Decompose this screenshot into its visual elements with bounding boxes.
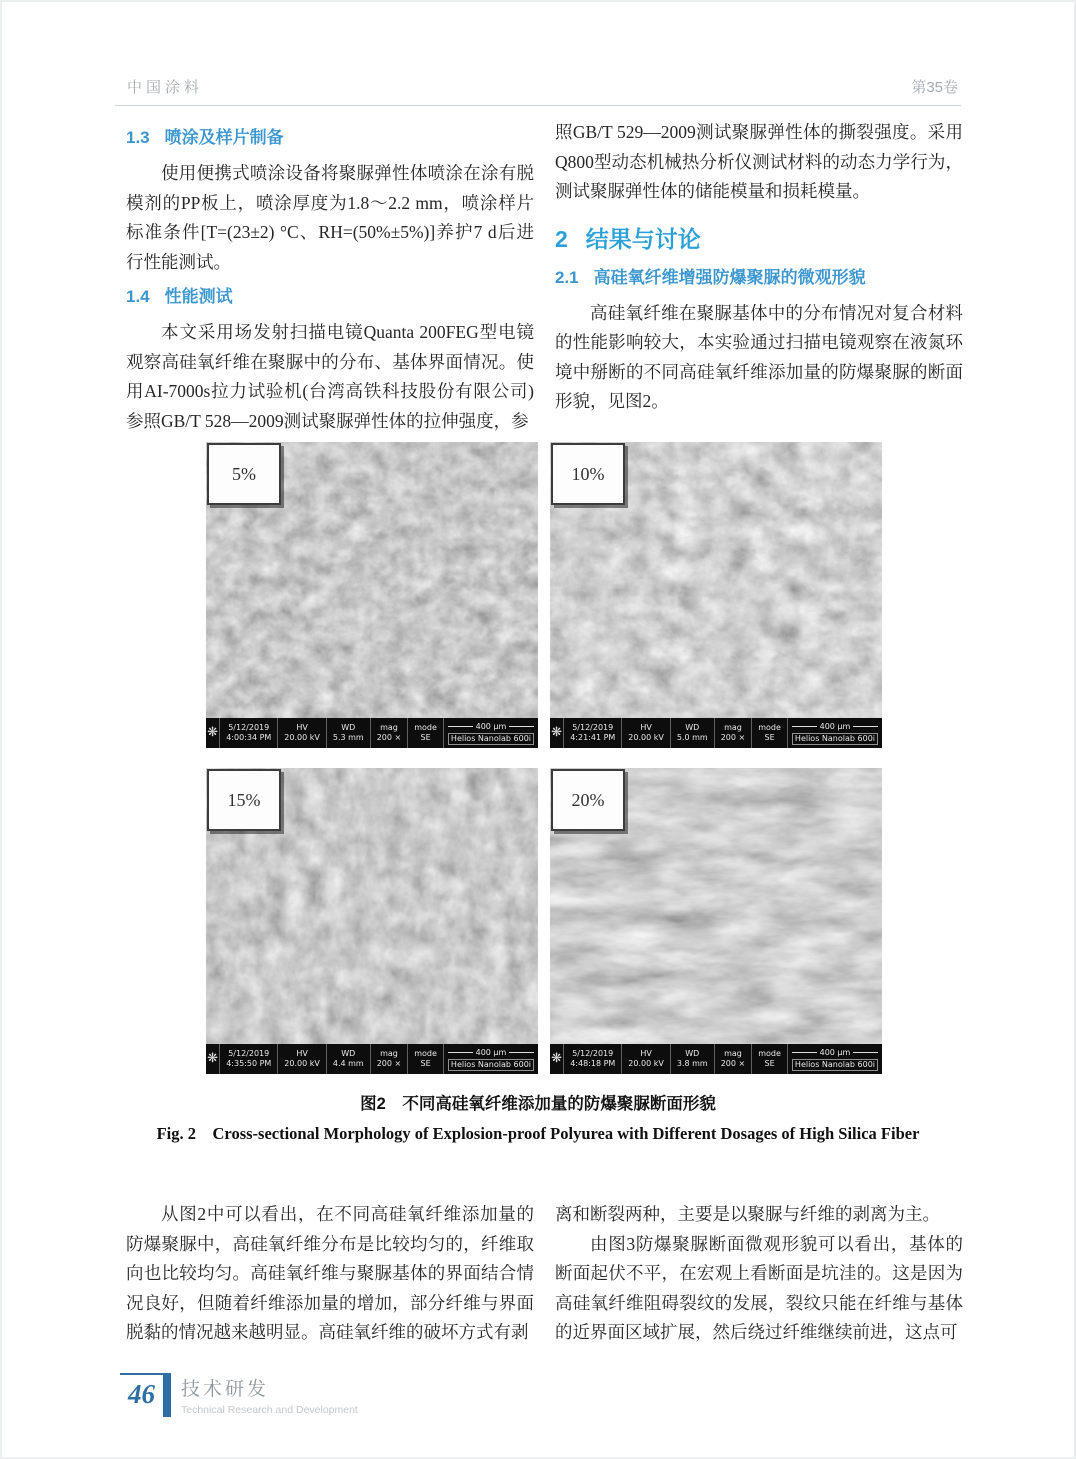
sem-hv — [277, 718, 326, 748]
section-number: 1.4 — [126, 287, 150, 306]
sem-mag — [714, 718, 752, 748]
sem-image-15pct — [206, 768, 538, 1074]
paragraph-spray-preparation: 使用便携式喷涂设备将聚脲弹性体喷涂在涂有脱模剂的PP板上，喷涂厚度为1.8～2.2 mm，喷涂样片标准条件[T=(23±2) °C、RH=(50%±5%)]养护7 d后进行性能测试。 — [126, 163, 534, 272]
fei-logo-icon: ❋ — [207, 1051, 219, 1066]
sem-hv-label: HV — [296, 1049, 308, 1058]
instrument-name: Helios Nanolab 600i — [792, 1059, 878, 1071]
paragraph-test-continued: 照GB/T 529—2009测试聚脲弹性体的撕裂强度。采用Q800型动态机械热分析仪测试材料的动态力学行为，测试聚脲弹性体的储能模量和损耗模量。 — [555, 122, 963, 201]
page-number: 46 — [128, 1379, 155, 1409]
section-number: 2 — [555, 225, 568, 252]
sem-mode — [407, 1044, 443, 1074]
sem-mag-label: mag — [380, 723, 398, 732]
sem-hv-label: HV — [296, 723, 308, 732]
sem-scale-area — [443, 1044, 538, 1074]
sem-wd-label: WD — [341, 1049, 356, 1058]
sem-date: 5/12/2019 — [228, 1049, 270, 1058]
section-number: 2.1 — [555, 267, 579, 287]
sem-mode-value: SE — [420, 733, 431, 742]
sem-mag — [714, 1044, 752, 1074]
scale-bar — [792, 722, 878, 732]
sem-mode-label: mode — [758, 1049, 781, 1058]
section-title: 性能测试 — [164, 287, 233, 306]
sem-hv — [277, 1044, 326, 1074]
section-heading-1-4 — [126, 284, 534, 310]
sem-hv-value: 20.00 kV — [284, 1059, 320, 1068]
sem-time: 4:00:34 PM — [226, 733, 272, 742]
dosage-label: 10% — [551, 443, 625, 505]
sem-wd-value: 4.4 mm — [332, 1059, 364, 1068]
sem-info-bar — [550, 1044, 882, 1074]
sem-datetime — [219, 1044, 277, 1074]
section-title: 喷涂及样片制备 — [164, 128, 284, 147]
sem-hv-label: HV — [640, 1049, 652, 1058]
sem-info-bar — [550, 718, 882, 748]
sem-date: 5/12/2019 — [572, 1049, 614, 1058]
sem-image-20pct — [550, 768, 882, 1074]
sem-mag-label: mag — [724, 1049, 742, 1058]
page-footer — [120, 1373, 358, 1417]
sem-scale-area — [787, 718, 882, 748]
sem-hv-label: HV — [640, 723, 652, 732]
sem-hv-value: 20.00 kV — [628, 1059, 664, 1068]
sem-mag-value: 200 × — [720, 733, 746, 742]
scale-bar — [448, 1048, 534, 1058]
sem-hv — [621, 718, 670, 748]
sem-mag-label: mag — [724, 723, 742, 732]
sem-mode-value: SE — [420, 1059, 431, 1068]
footer-section-chinese: 技术研发 — [181, 1379, 270, 1400]
sem-wd-label: WD — [685, 723, 700, 732]
sem-mode-label: mode — [414, 723, 437, 732]
paragraph-performance-test: 本文采用场发射扫描电镜Quanta 200FEG型电镜观察高硅氧纤维在聚脲中的分布、基体界面情况。使用AI-7000s拉力试验机(台湾高铁科技股份有限公司)参照GB/T 528—2009测试聚脲弹性体的拉伸强度，参 — [126, 322, 534, 431]
dosage-label: 20% — [551, 769, 625, 831]
sem-datetime — [219, 718, 277, 748]
sem-mode-label: mode — [758, 723, 781, 732]
sem-mag-label: mag — [380, 1049, 398, 1058]
footer-accent-bar — [163, 1373, 171, 1417]
instrument-name: Helios Nanolab 600i — [792, 733, 878, 745]
volume-number: 第35卷 — [911, 79, 958, 96]
sem-mode-value: SE — [764, 733, 775, 742]
sem-wd — [670, 718, 714, 748]
sem-scale-area — [787, 1044, 882, 1074]
scale-value: 400 μm — [475, 1047, 507, 1057]
sem-wd-label: WD — [685, 1049, 700, 1058]
sem-wd-label: WD — [341, 723, 356, 732]
sem-mag-value: 200 × — [720, 1059, 746, 1068]
sem-wd — [670, 1044, 714, 1074]
sem-wd-value: 5.0 mm — [676, 733, 708, 742]
section-heading-1-3 — [126, 125, 534, 151]
scale-value: 400 μm — [475, 721, 507, 731]
column-bottom-right — [555, 1200, 963, 1348]
sem-mode — [407, 718, 443, 748]
fei-logo-icon: ❋ — [551, 725, 563, 740]
sem-mag-value: 200 × — [376, 1059, 402, 1068]
sem-image-5pct — [206, 442, 538, 748]
scale-bar — [448, 722, 534, 732]
footer-section-english: Technical Research and Development — [181, 1404, 358, 1416]
section-title: 结果与讨论 — [585, 225, 701, 252]
sem-image-10pct — [550, 442, 882, 748]
running-header — [127, 76, 958, 97]
sem-wd — [326, 718, 370, 748]
section-heading-2-1 — [555, 265, 963, 291]
sem-hv-value: 20.00 kV — [284, 733, 320, 742]
scale-value: 400 μm — [819, 721, 851, 731]
scale-value: 400 μm — [819, 1047, 851, 1057]
section-number: 1.3 — [126, 128, 150, 147]
instrument-name: Helios Nanolab 600i — [448, 733, 534, 745]
sem-hv — [621, 1044, 670, 1074]
sem-mag-value: 200 × — [376, 733, 402, 742]
sem-wd — [326, 1044, 370, 1074]
sem-mode-label: mode — [414, 1049, 437, 1058]
paragraph-discussion-left: 从图2中可以看出，在不同高硅氧纤维添加量的防爆聚脲中，高硅氧纤维分布是比较均匀的，纤维取向也比较均匀。高硅氧纤维与聚脲基体的界面结合情况良好，但随着纤维添加量的增加，部分纤维与界面脱黏的情况越来越明显。高硅氧纤维的破坏方式有剥 — [126, 1204, 534, 1342]
sem-mode — [751, 1044, 787, 1074]
paragraph-discussion-right-1: 离和断裂两种，主要是以聚脲与纤维的剥离为主。 — [555, 1204, 940, 1224]
sem-date: 5/12/2019 — [572, 723, 614, 732]
column-top-right — [555, 118, 963, 417]
sem-datetime — [563, 1044, 621, 1074]
sem-datetime — [563, 718, 621, 748]
dosage-label: 5% — [207, 443, 281, 505]
paragraph-discussion-right-2: 由图3防爆聚脲断面微观形貌可以看出，基体的断面起伏不平，在宏观上看断面是坑洼的。这是因为高硅氧纤维阻碍裂纹的发展，裂纹只能在纤维与基体的近界面区域扩展，然后绕过纤维继续前进，这点可 — [555, 1233, 963, 1342]
scale-bar — [792, 1048, 878, 1058]
sem-mode — [751, 718, 787, 748]
sem-scale-area — [443, 718, 538, 748]
figure-2-caption — [2, 1090, 1074, 1144]
sem-hv-value: 20.00 kV — [628, 733, 664, 742]
sem-time: 4:35:50 PM — [226, 1059, 272, 1068]
sem-info-bar — [206, 1044, 538, 1074]
sem-wd-value: 5.3 mm — [332, 733, 364, 742]
paragraph-morphology-intro: 高硅氧纤维在聚脲基体中的分布情况对复合材料的性能影响较大，本实验通过扫描电镜观察在液氮环境中掰断的不同高硅氧纤维添加量的防爆聚脲的断面形貌，见图2。 — [555, 302, 963, 411]
header-rule — [115, 105, 961, 106]
sem-info-bar — [206, 718, 538, 748]
dosage-label: 15% — [207, 769, 281, 831]
section-heading-2 — [555, 223, 963, 255]
figure-2-grid — [206, 442, 882, 1074]
instrument-name: Helios Nanolab 600i — [448, 1059, 534, 1071]
sem-mag — [370, 718, 408, 748]
sem-time: 4:21:41 PM — [570, 733, 616, 742]
column-bottom-left — [126, 1200, 534, 1348]
fei-logo-icon: ❋ — [207, 725, 219, 740]
fei-logo-icon: ❋ — [551, 1051, 563, 1066]
column-top-left — [126, 118, 534, 436]
sem-time: 4:48:18 PM — [570, 1059, 616, 1068]
sem-mode-value: SE — [764, 1059, 775, 1068]
sem-wd-value: 3.8 mm — [676, 1059, 708, 1068]
caption-chinese: 图2 不同高硅氧纤维添加量的防爆聚脲断面形貌 — [360, 1095, 716, 1113]
sem-mag — [370, 1044, 408, 1074]
page-number-box — [120, 1373, 163, 1412]
section-title: 高硅氧纤维增强防爆聚脲的微观形貌 — [593, 267, 866, 287]
caption-english: Fig. 2 Cross-sectional Morphology of Explosion-proof Polyurea with Different Dosages of High Silica Fiber — [156, 1124, 920, 1143]
footer-section-labels — [181, 1373, 358, 1416]
sem-date: 5/12/2019 — [228, 723, 270, 732]
journal-name: 中国涂料 — [127, 79, 204, 96]
